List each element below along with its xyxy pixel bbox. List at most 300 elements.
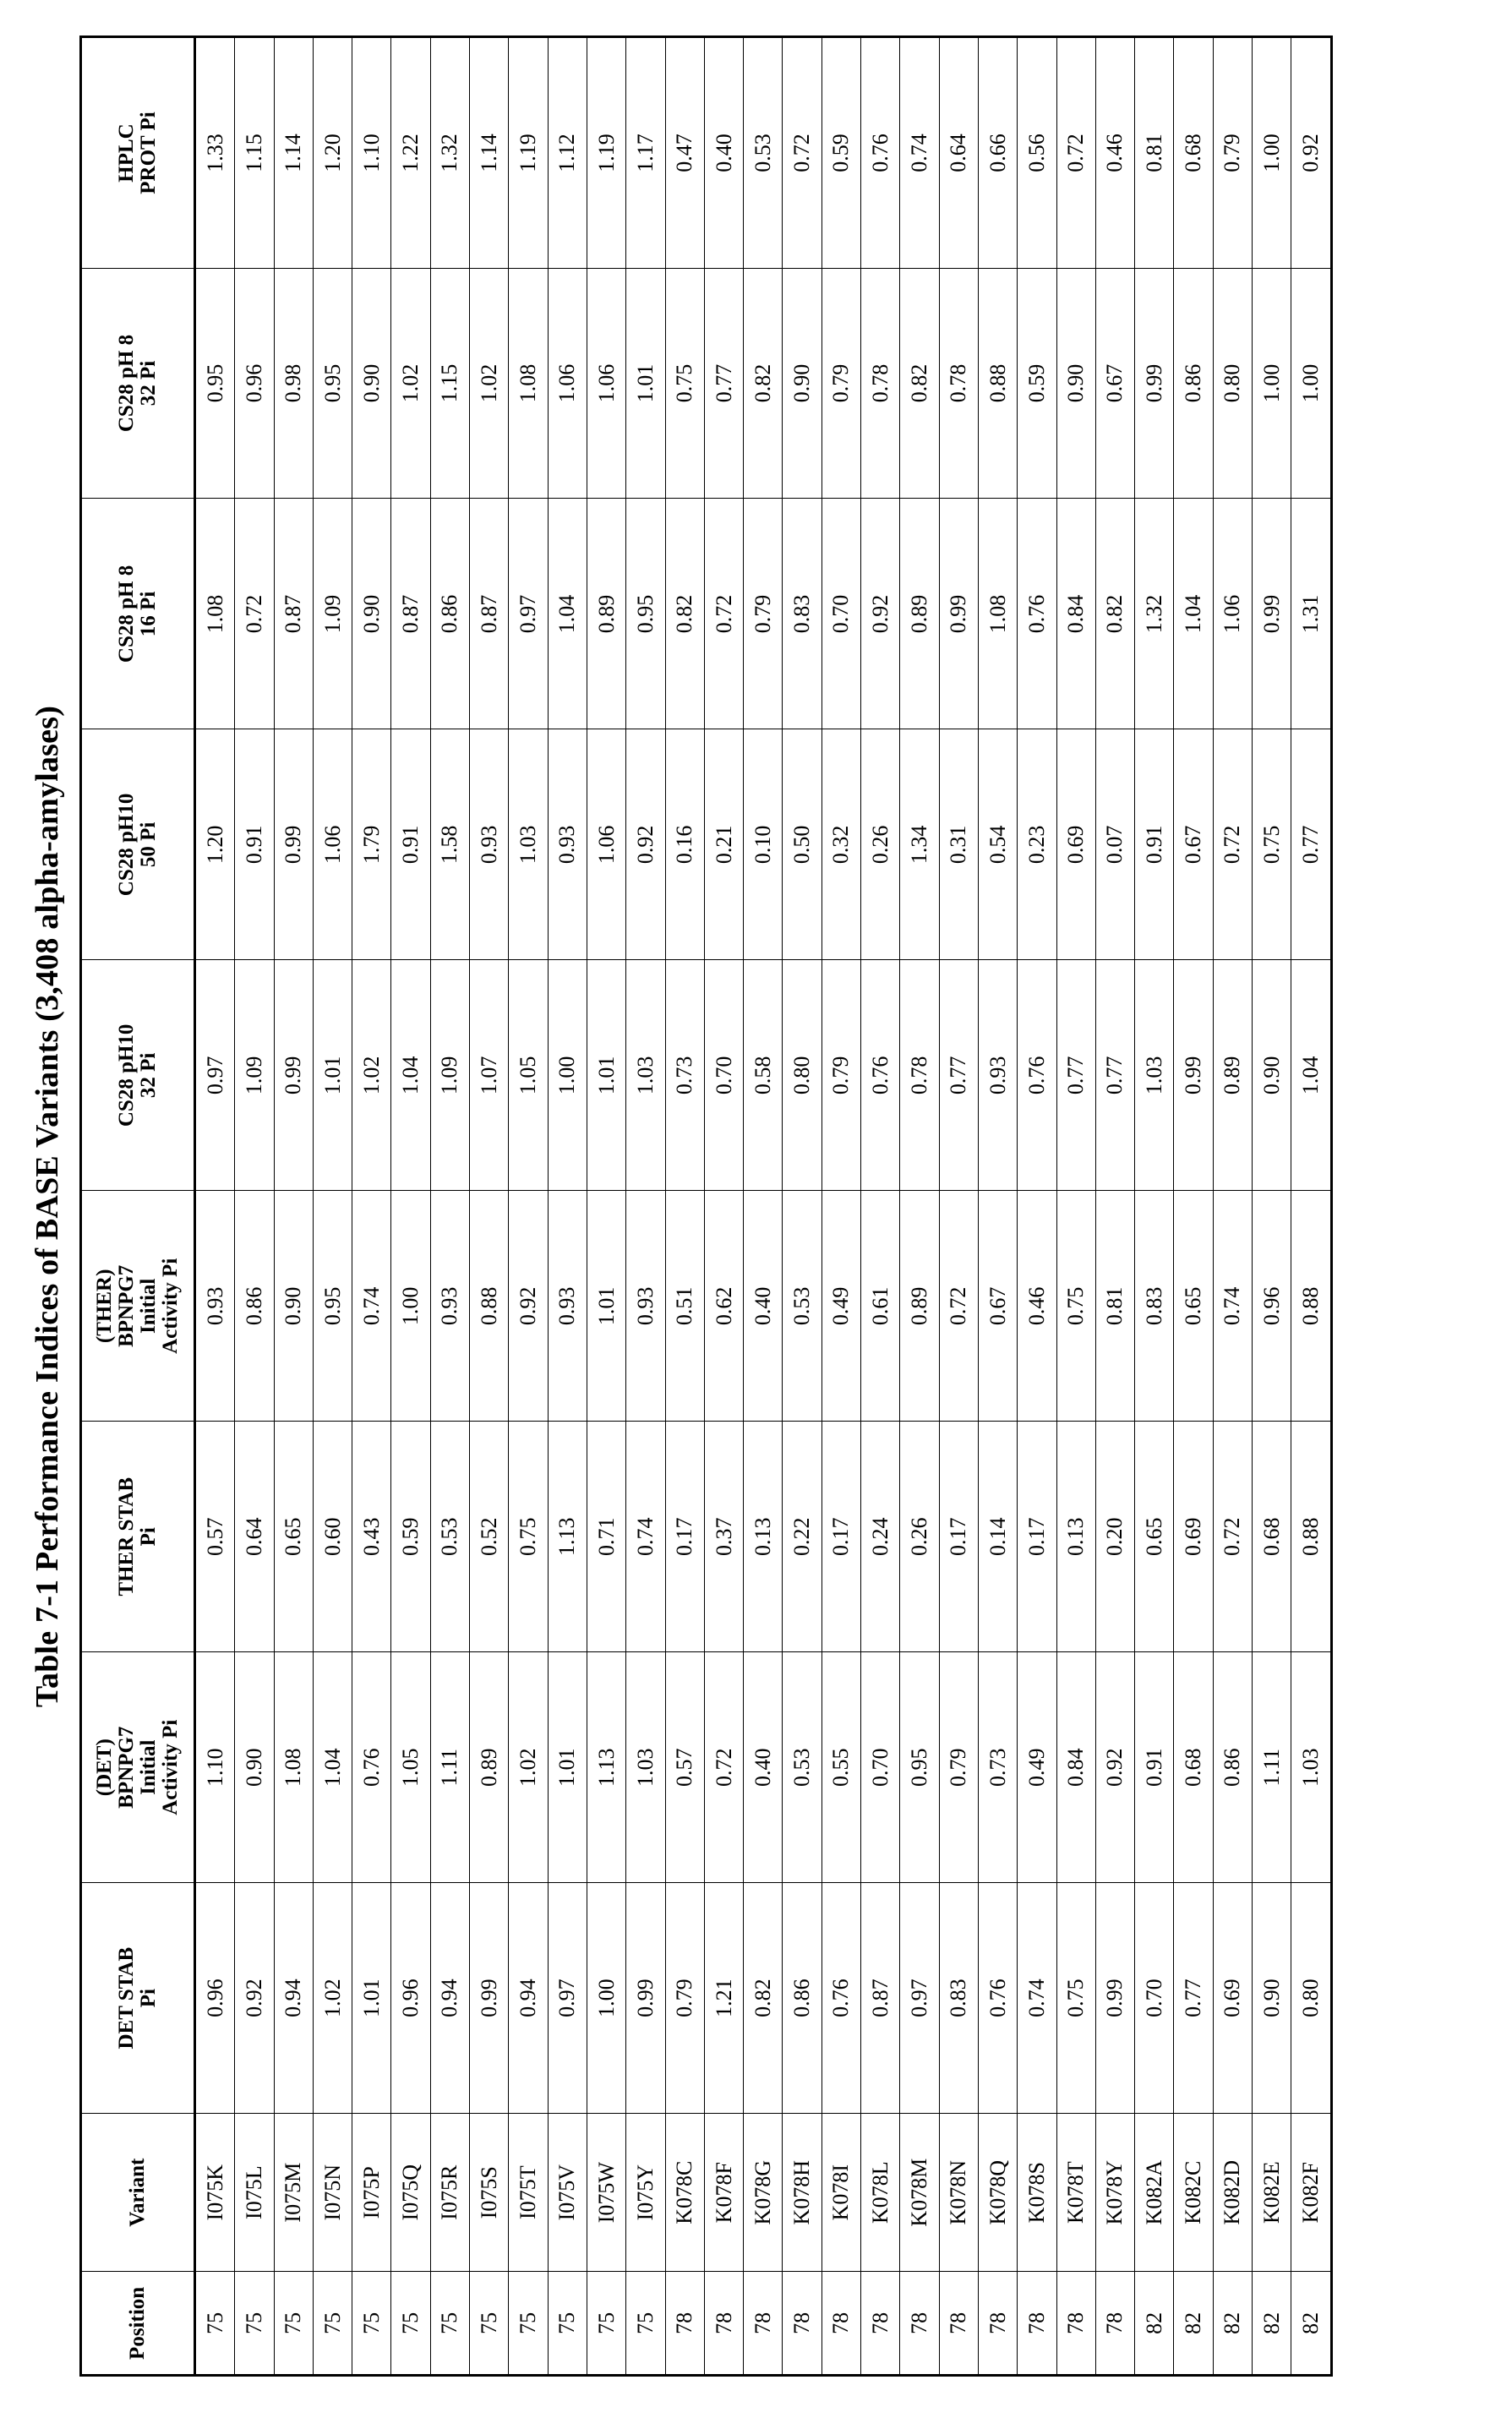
cell-value: 1.05	[509, 960, 548, 1191]
cell-position: 78	[1018, 2272, 1056, 2376]
header-line: Activity Pi	[159, 1258, 182, 1354]
cell-position: 75	[195, 2272, 235, 2376]
cell-value: 0.92	[1291, 37, 1331, 268]
cell-variant: K078Q	[978, 2114, 1017, 2272]
cell-value: 1.04	[1291, 960, 1331, 1191]
table-row	[626, 37, 665, 2376]
cell-position: 82	[1135, 2272, 1174, 2376]
table-row	[352, 37, 391, 2376]
cell-value: 0.76	[352, 1652, 391, 1883]
cell-variant: K082D	[1213, 2114, 1252, 2272]
cell-value: 1.09	[313, 499, 352, 729]
cell-value: 0.20	[1095, 1422, 1134, 1652]
table-row	[548, 37, 587, 2376]
cell-value: 0.67	[1095, 268, 1134, 499]
cell-position: 78	[1095, 2272, 1134, 2376]
cell-value: 1.00	[1253, 268, 1291, 499]
header-line: Initial	[137, 1278, 160, 1334]
cell-value: 0.95	[313, 268, 352, 499]
cell-value: 0.92	[235, 1883, 274, 2114]
table-body	[195, 37, 1332, 2376]
table-row	[1095, 37, 1134, 2376]
cell-value: 0.92	[626, 729, 665, 960]
col-header-cs28-ph10-50	[81, 729, 195, 960]
cell-variant: K078T	[1056, 2114, 1095, 2272]
cell-value: 0.87	[861, 1883, 900, 2114]
cell-value: 0.89	[900, 499, 939, 729]
cell-position: 78	[861, 2272, 900, 2376]
table-row	[704, 37, 743, 2376]
cell-value: 0.83	[939, 1883, 978, 2114]
cell-value: 0.99	[1253, 499, 1291, 729]
header-line: 32 Pi	[137, 360, 160, 407]
table-row	[391, 37, 430, 2376]
cell-value: 0.76	[822, 1883, 860, 2114]
cell-position: 75	[587, 2272, 625, 2376]
cell-value: 0.93	[548, 1191, 587, 1422]
cell-value: 0.92	[509, 1191, 548, 1422]
cell-value: 0.76	[861, 37, 900, 268]
cell-position: 75	[235, 2272, 274, 2376]
cell-value: 0.69	[1056, 729, 1095, 960]
cell-position: 75	[626, 2272, 665, 2376]
cell-value: 1.01	[352, 1883, 391, 2114]
cell-position: 78	[665, 2272, 704, 2376]
cell-value: 1.32	[430, 37, 469, 268]
cell-value: 1.13	[548, 1422, 587, 1652]
cell-value: 0.59	[822, 37, 860, 268]
cell-variant: K082A	[1135, 2114, 1174, 2272]
cell-value: 1.00	[1253, 37, 1291, 268]
cell-value: 0.89	[587, 499, 625, 729]
cell-value: 1.00	[1291, 268, 1331, 499]
cell-value: 1.15	[235, 37, 274, 268]
cell-value: 0.79	[1213, 37, 1252, 268]
cell-value: 0.13	[1056, 1422, 1095, 1652]
cell-value: 1.02	[391, 268, 430, 499]
cell-position: 78	[978, 2272, 1017, 2376]
table-row	[1174, 37, 1213, 2376]
cell-variant: I075T	[509, 2114, 548, 2272]
cell-value: 0.96	[235, 268, 274, 499]
table-row	[274, 37, 313, 2376]
cell-variant: I075W	[587, 2114, 625, 2272]
cell-value: 1.19	[509, 37, 548, 268]
cell-value: 0.99	[939, 499, 978, 729]
cell-value: 1.20	[313, 37, 352, 268]
cell-value: 0.91	[235, 729, 274, 960]
cell-position: 82	[1174, 2272, 1213, 2376]
cell-position: 75	[470, 2272, 509, 2376]
cell-value: 1.08	[195, 499, 235, 729]
cell-value: 1.00	[587, 1883, 625, 2114]
header-line: 16 Pi	[137, 591, 160, 637]
cell-value: 0.83	[783, 499, 822, 729]
cell-value: 0.97	[509, 499, 548, 729]
cell-variant: K078F	[704, 2114, 743, 2272]
cell-value: 0.99	[626, 1883, 665, 2114]
cell-value: 0.86	[1213, 1652, 1252, 1883]
cell-value: 0.75	[1056, 1191, 1095, 1422]
cell-value: 0.77	[704, 268, 743, 499]
cell-value: 0.95	[195, 268, 235, 499]
cell-value: 0.53	[744, 37, 783, 268]
header-line: PROT Pi	[137, 112, 160, 194]
cell-value: 0.61	[861, 1191, 900, 1422]
cell-value: 0.26	[861, 729, 900, 960]
cell-value: 0.70	[704, 960, 743, 1191]
cell-value: 0.21	[704, 729, 743, 960]
cell-value: 0.75	[1056, 1883, 1095, 2114]
cell-value: 1.14	[274, 37, 313, 268]
table-row	[235, 37, 274, 2376]
cell-value: 1.08	[274, 1652, 313, 1883]
cell-value: 1.03	[1291, 1652, 1331, 1883]
cell-value: 0.90	[235, 1652, 274, 1883]
cell-value: 0.68	[1253, 1422, 1291, 1652]
cell-value: 0.94	[274, 1883, 313, 2114]
cell-value: 1.11	[1253, 1652, 1291, 1883]
cell-value: 0.64	[235, 1422, 274, 1652]
cell-value: 1.08	[978, 499, 1017, 729]
cell-value: 0.90	[352, 268, 391, 499]
cell-value: 1.07	[470, 960, 509, 1191]
header-line: CS28 pH10	[115, 793, 138, 897]
cell-value: 0.83	[1135, 1191, 1174, 1422]
table-row	[470, 37, 509, 2376]
cell-value: 0.24	[861, 1422, 900, 1652]
cell-value: 0.70	[861, 1652, 900, 1883]
cell-value: 1.01	[587, 1191, 625, 1422]
cell-variant: K078H	[783, 2114, 822, 2272]
header-line: Activity Pi	[159, 1719, 182, 1815]
cell-value: 0.80	[1213, 268, 1252, 499]
cell-value: 0.79	[665, 1883, 704, 2114]
cell-value: 0.32	[822, 729, 860, 960]
cell-value: 0.98	[274, 268, 313, 499]
cell-value: 1.20	[195, 729, 235, 960]
cell-variant: I075S	[470, 2114, 509, 2272]
cell-value: 0.79	[939, 1652, 978, 1883]
cell-value: 0.67	[978, 1191, 1017, 1422]
cell-value: 0.88	[1291, 1191, 1331, 1422]
cell-position: 75	[430, 2272, 469, 2376]
header-line: THER STAB	[115, 1476, 138, 1597]
cell-value: 0.89	[900, 1191, 939, 1422]
header-line: CS28 pH 8	[115, 565, 138, 663]
cell-value: 1.13	[587, 1652, 625, 1883]
cell-value: 0.77	[1056, 960, 1095, 1191]
cell-value: 0.96	[195, 1883, 235, 2114]
cell-position: 75	[274, 2272, 313, 2376]
cell-value: 0.99	[470, 1883, 509, 2114]
cell-variant: K078Y	[1095, 2114, 1134, 2272]
header-line: HPLC	[115, 123, 138, 183]
cell-value: 0.97	[900, 1883, 939, 2114]
header-line: Initial	[137, 1739, 160, 1795]
cell-position: 78	[900, 2272, 939, 2376]
cell-value: 1.33	[195, 37, 235, 268]
cell-value: 1.01	[313, 960, 352, 1191]
cell-value: 0.93	[195, 1191, 235, 1422]
cell-value: 0.88	[1291, 1422, 1331, 1652]
cell-value: 1.10	[352, 37, 391, 268]
cell-value: 0.75	[665, 268, 704, 499]
cell-value: 0.58	[744, 960, 783, 1191]
cell-value: 0.93	[626, 1191, 665, 1422]
cell-value: 0.17	[665, 1422, 704, 1652]
header-line: CS28 pH 8	[115, 334, 138, 433]
header-line: Pi	[137, 1527, 160, 1547]
col-header-cs28-ph8-16	[81, 499, 195, 729]
cell-value: 0.80	[1291, 1883, 1331, 2114]
cell-value: 0.07	[1095, 729, 1134, 960]
cell-value: 1.08	[509, 268, 548, 499]
cell-value: 0.71	[587, 1422, 625, 1652]
cell-value: 1.04	[391, 960, 430, 1191]
cell-value: 0.22	[783, 1422, 822, 1652]
cell-value: 0.47	[665, 37, 704, 268]
col-header-position: Position	[81, 2272, 195, 2376]
cell-value: 0.72	[783, 37, 822, 268]
cell-value: 0.91	[1135, 1652, 1174, 1883]
cell-value: 0.95	[626, 499, 665, 729]
cell-value: 0.92	[1095, 1652, 1134, 1883]
cell-value: 0.94	[509, 1883, 548, 2114]
cell-value: 0.84	[1056, 1652, 1095, 1883]
cell-variant: I075L	[235, 2114, 274, 2272]
cell-value: 0.64	[939, 37, 978, 268]
cell-value: 1.15	[430, 268, 469, 499]
cell-value: 0.86	[783, 1883, 822, 2114]
table-row	[822, 37, 860, 2376]
cell-value: 1.06	[587, 729, 625, 960]
cell-variant: I075P	[352, 2114, 391, 2272]
cell-value: 0.90	[783, 268, 822, 499]
cell-variant: I075Q	[391, 2114, 430, 2272]
cell-value: 0.78	[939, 268, 978, 499]
cell-value: 0.69	[1174, 1422, 1213, 1652]
col-header-cs28-ph8-32	[81, 268, 195, 499]
col-header-ther-bpnpg7	[81, 1191, 195, 1422]
cell-value: 1.34	[900, 729, 939, 960]
cell-value: 0.76	[1018, 499, 1056, 729]
cell-value: 0.40	[744, 1652, 783, 1883]
col-header-hplc-prot	[81, 37, 195, 268]
table-row	[665, 37, 704, 2376]
cell-value: 0.53	[783, 1191, 822, 1422]
col-header-det-bpnpg7	[81, 1652, 195, 1883]
table-row	[430, 37, 469, 2376]
cell-value: 1.09	[235, 960, 274, 1191]
cell-value: 0.81	[1135, 37, 1174, 268]
cell-value: 0.95	[900, 1652, 939, 1883]
cell-variant: K078S	[1018, 2114, 1056, 2272]
cell-value: 0.49	[1018, 1652, 1056, 1883]
cell-value: 0.89	[470, 1652, 509, 1883]
table-row	[978, 37, 1017, 2376]
cell-value: 0.46	[1095, 37, 1134, 268]
cell-value: 0.17	[822, 1422, 860, 1652]
cell-value: 0.79	[822, 268, 860, 499]
cell-value: 0.73	[665, 960, 704, 1191]
cell-value: 0.90	[352, 499, 391, 729]
cell-value: 0.99	[274, 960, 313, 1191]
cell-position: 75	[391, 2272, 430, 2376]
cell-value: 0.74	[626, 1422, 665, 1652]
cell-value: 0.16	[665, 729, 704, 960]
cell-value: 0.94	[430, 1883, 469, 2114]
cell-value: 0.10	[744, 729, 783, 960]
cell-value: 0.96	[1253, 1191, 1291, 1422]
cell-value: 0.90	[274, 1191, 313, 1422]
cell-value: 0.99	[1135, 268, 1174, 499]
cell-value: 0.90	[1253, 1883, 1291, 2114]
cell-value: 0.73	[978, 1652, 1017, 1883]
cell-value: 0.69	[1213, 1883, 1252, 2114]
cell-value: 1.10	[195, 1652, 235, 1883]
cell-value: 0.59	[391, 1422, 430, 1652]
cell-value: 1.14	[470, 37, 509, 268]
cell-value: 0.51	[665, 1191, 704, 1422]
cell-value: 1.04	[313, 1652, 352, 1883]
cell-value: 0.40	[704, 37, 743, 268]
cell-value: 0.68	[1174, 37, 1213, 268]
cell-value: 0.76	[861, 960, 900, 1191]
cell-value: 1.03	[626, 1652, 665, 1883]
cell-value: 0.91	[1135, 729, 1174, 960]
cell-value: 0.87	[274, 499, 313, 729]
cell-value: 0.81	[1095, 1191, 1134, 1422]
header-line: (DET)	[93, 1738, 116, 1797]
cell-value: 0.93	[430, 1191, 469, 1422]
cell-variant: K082F	[1291, 2114, 1331, 2272]
cell-position: 82	[1291, 2272, 1331, 2376]
cell-variant: K082E	[1253, 2114, 1291, 2272]
cell-value: 0.72	[1213, 1422, 1252, 1652]
cell-value: 1.32	[1135, 499, 1174, 729]
cell-value: 0.57	[665, 1652, 704, 1883]
cell-value: 1.03	[1135, 960, 1174, 1191]
cell-value: 0.97	[548, 1883, 587, 2114]
cell-value: 0.40	[744, 1191, 783, 1422]
cell-value: 0.79	[822, 960, 860, 1191]
cell-value: 0.88	[978, 268, 1017, 499]
cell-value: 0.65	[1135, 1422, 1174, 1652]
cell-value: 0.53	[430, 1422, 469, 1652]
table-row	[1135, 37, 1174, 2376]
cell-value: 0.72	[1056, 37, 1095, 268]
cell-value: 0.56	[1018, 37, 1056, 268]
cell-value: 0.82	[1095, 499, 1134, 729]
cell-value: 0.77	[1095, 960, 1134, 1191]
cell-position: 75	[548, 2272, 587, 2376]
cell-value: 0.75	[1253, 729, 1291, 960]
cell-position: 78	[783, 2272, 822, 2376]
cell-position: 78	[822, 2272, 860, 2376]
performance-indices-table	[79, 36, 1333, 2377]
cell-value: 0.88	[470, 1191, 509, 1422]
cell-value: 1.17	[626, 37, 665, 268]
cell-position: 78	[939, 2272, 978, 2376]
cell-value: 0.72	[939, 1191, 978, 1422]
cell-value: 0.87	[470, 499, 509, 729]
table-header	[81, 37, 195, 2376]
cell-position: 82	[1213, 2272, 1252, 2376]
cell-value: 1.02	[313, 1883, 352, 2114]
cell-variant: K082C	[1174, 2114, 1213, 2272]
cell-variant: K078C	[665, 2114, 704, 2272]
cell-value: 0.70	[822, 499, 860, 729]
cell-value: 0.72	[704, 1652, 743, 1883]
cell-value: 0.89	[1213, 960, 1252, 1191]
cell-value: 0.62	[704, 1191, 743, 1422]
cell-value: 0.93	[470, 729, 509, 960]
cell-value: 0.46	[1018, 1191, 1056, 1422]
cell-value: 0.60	[313, 1422, 352, 1652]
cell-variant: I075N	[313, 2114, 352, 2272]
cell-value: 0.68	[1174, 1652, 1213, 1883]
cell-value: 0.17	[1018, 1422, 1056, 1652]
cell-variant: K078G	[744, 2114, 783, 2272]
cell-value: 0.74	[900, 37, 939, 268]
cell-value: 0.96	[391, 1883, 430, 2114]
header-line: 50 Pi	[137, 821, 160, 868]
cell-value: 1.06	[548, 268, 587, 499]
cell-value: 0.99	[1174, 960, 1213, 1191]
cell-value: 1.01	[587, 960, 625, 1191]
table-row	[1213, 37, 1252, 2376]
cell-value: 1.02	[509, 1652, 548, 1883]
cell-value: 1.06	[313, 729, 352, 960]
cell-variant: I075K	[195, 2114, 235, 2272]
cell-value: 0.97	[195, 960, 235, 1191]
col-header-ther-stab	[81, 1422, 195, 1652]
cell-value: 0.72	[704, 499, 743, 729]
cell-value: 1.11	[430, 1652, 469, 1883]
header-line: Pi	[137, 1989, 160, 2008]
cell-value: 0.66	[978, 37, 1017, 268]
cell-value: 0.31	[939, 729, 978, 960]
cell-value: 1.02	[352, 960, 391, 1191]
table-row	[195, 37, 235, 2376]
cell-value: 0.55	[822, 1652, 860, 1883]
table-row	[1056, 37, 1095, 2376]
cell-variant: K078N	[939, 2114, 978, 2272]
cell-position: 78	[1056, 2272, 1095, 2376]
cell-value: 0.57	[195, 1422, 235, 1652]
cell-value: 1.06	[587, 268, 625, 499]
cell-value: 0.77	[1174, 1883, 1213, 2114]
cell-value: 0.74	[352, 1191, 391, 1422]
table-row	[939, 37, 978, 2376]
cell-value: 0.65	[274, 1422, 313, 1652]
cell-value: 1.03	[509, 729, 548, 960]
cell-value: 0.79	[744, 499, 783, 729]
table-row	[783, 37, 822, 2376]
cell-value: 1.02	[470, 268, 509, 499]
cell-value: 1.21	[704, 1883, 743, 2114]
cell-value: 1.09	[430, 960, 469, 1191]
cell-value: 0.74	[1018, 1883, 1056, 2114]
table-row	[313, 37, 352, 2376]
cell-value: 0.17	[939, 1422, 978, 1652]
cell-value: 0.80	[783, 960, 822, 1191]
cell-value: 0.91	[391, 729, 430, 960]
cell-value: 0.67	[1174, 729, 1213, 960]
cell-variant: I075V	[548, 2114, 587, 2272]
cell-value: 1.04	[548, 499, 587, 729]
